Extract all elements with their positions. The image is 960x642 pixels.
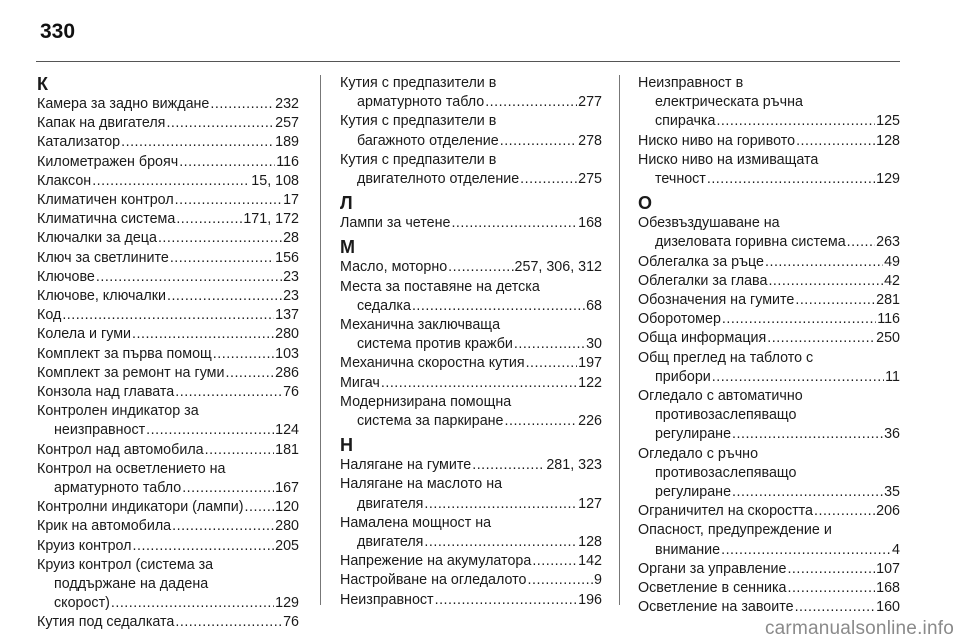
- index-page-ref: 127: [578, 495, 602, 512]
- index-entry-text: арматурното табло: [54, 480, 182, 497]
- dot-leader: [210, 95, 274, 114]
- index-page-ref: 49: [884, 253, 900, 270]
- index-entry-text: Километражен брояч: [37, 153, 179, 170]
- index-entry-text: Обезвъздушаване на: [638, 215, 780, 232]
- index-entry-text: Кутия под седалката: [37, 614, 175, 631]
- index-entry-text: Модернизирана помощна: [340, 393, 512, 410]
- dot-leader: [412, 297, 585, 316]
- index-entry-text: система против кражби: [357, 336, 513, 353]
- index-entry: [37, 172, 299, 191]
- index-entry: [37, 345, 299, 364]
- dot-leader: [795, 291, 875, 310]
- index-page-ref: 226: [578, 413, 602, 430]
- index-entry-text: двигателното отделение: [357, 171, 520, 188]
- index-entry: [638, 291, 900, 310]
- index-entry-text: Контрол на осветлението на: [37, 460, 226, 477]
- dot-leader: [767, 329, 875, 348]
- index-entry-text: Комплект за първа помощ: [37, 345, 212, 362]
- dot-leader: [732, 483, 883, 502]
- index-entry-text: Капак на двигателя: [37, 115, 166, 132]
- index-entry-text: Осветление на завоите: [638, 599, 794, 616]
- index-page-ref: 275: [578, 171, 602, 188]
- dot-leader: [92, 172, 250, 191]
- index-entry-text: Мигач: [340, 374, 380, 391]
- index-page-ref: 281: [876, 292, 900, 309]
- index-page-ref: 28: [283, 230, 299, 247]
- index-entry-text: седалка: [357, 297, 411, 314]
- dot-leader: [765, 253, 883, 272]
- dot-leader: [245, 498, 275, 517]
- index-page-ref: 280: [275, 518, 299, 535]
- index-entry-text: Оборотомер: [638, 311, 721, 328]
- dot-leader: [170, 249, 274, 268]
- dot-leader: [205, 441, 275, 460]
- index-entry: [340, 393, 602, 431]
- index-page-ref: 11: [885, 368, 900, 385]
- dot-leader: [172, 517, 274, 536]
- index-page-ref: 103: [275, 345, 299, 362]
- index-page-ref: 125: [876, 113, 900, 130]
- dot-leader: [451, 214, 577, 233]
- dot-leader: [175, 613, 282, 632]
- index-entry-text: Климатична система: [37, 211, 176, 228]
- index-entry-text: багажното отделение: [357, 132, 499, 149]
- index-page-ref: 167: [275, 480, 299, 497]
- index-page-ref: 129: [275, 595, 299, 612]
- index-entry-text: противозаслепяващо: [655, 464, 797, 481]
- index-entry: [37, 441, 299, 460]
- index-entry: [340, 112, 602, 150]
- dot-leader: [787, 579, 875, 598]
- index-letter-heading: О: [638, 193, 653, 214]
- index-entry: [37, 498, 299, 517]
- index-page-ref: 30: [586, 336, 602, 353]
- index-entry-text: Масло, моторно: [340, 259, 448, 276]
- dot-leader: [472, 456, 545, 475]
- index-entry: [37, 537, 299, 556]
- index-entry-text: Ниско ниво на измиващата: [638, 151, 819, 168]
- index-page-ref: 286: [275, 364, 299, 381]
- index-entry-text: регулиране: [655, 426, 732, 443]
- index-entry-text: Механична скоростна кутия: [340, 355, 525, 372]
- index-page-ref: 76: [283, 384, 299, 401]
- dot-leader: [226, 364, 275, 383]
- dot-leader: [175, 383, 282, 402]
- index-entry: [37, 460, 299, 498]
- dot-leader: [526, 354, 578, 373]
- index-entry: [638, 349, 900, 387]
- watermark: carmanualsonline.info: [764, 618, 954, 639]
- dot-leader: [121, 133, 274, 152]
- index-entry-text: Конзола над главата: [37, 384, 175, 401]
- dot-leader: [732, 425, 883, 444]
- index-column-1: [37, 74, 299, 633]
- dot-leader: [721, 541, 891, 560]
- index-entry-text: Ниско ниво на горивото: [638, 132, 796, 149]
- index-entry: [37, 517, 299, 536]
- index-entry: [340, 258, 602, 277]
- dot-leader: [179, 153, 275, 172]
- index-column-3: [638, 74, 900, 617]
- index-page-ref: 4: [892, 541, 900, 558]
- dot-leader: [176, 210, 242, 229]
- index-entry: [340, 456, 602, 475]
- index-entry-text: двигателя: [357, 495, 424, 512]
- index-page-ref: 36: [884, 426, 900, 443]
- page-number: 330: [40, 20, 76, 43]
- index-entry: [638, 74, 900, 132]
- index-entry-text: Кутия с предпазители в: [340, 151, 497, 168]
- index-entry-text: двигателя: [357, 534, 424, 551]
- index-entry: [638, 253, 900, 272]
- dot-leader: [96, 268, 282, 287]
- index-column-2: [340, 74, 602, 610]
- index-entry: [638, 329, 900, 348]
- index-entry: [37, 191, 299, 210]
- index-page-ref: 280: [275, 326, 299, 343]
- column-divider: [619, 75, 620, 605]
- index-entry: [638, 560, 900, 579]
- index-page-ref: 122: [578, 374, 602, 391]
- dot-leader: [532, 552, 577, 571]
- index-entry-text: Колела и гуми: [37, 326, 132, 343]
- index-page-ref: 142: [578, 553, 602, 570]
- index-page-ref: 278: [578, 132, 602, 149]
- index-page-ref: 250: [876, 330, 900, 347]
- index-entry-text: Круиз контрол (система за: [37, 556, 214, 573]
- index-entry: [638, 521, 900, 559]
- index-entry: [340, 475, 602, 513]
- index-page-ref: 189: [275, 134, 299, 151]
- index-entry-text: Камера за задно виждане: [37, 96, 210, 112]
- index-entry: [340, 514, 602, 552]
- index-entry-text: Налягане на маслото на: [340, 476, 503, 493]
- index-entry: [37, 364, 299, 383]
- dot-leader: [62, 306, 274, 325]
- index-entry-text: регулиране: [655, 484, 732, 501]
- dot-leader: [716, 112, 875, 131]
- index-entry-text: Налягане на гумите: [340, 457, 472, 474]
- dot-leader: [424, 495, 577, 514]
- index-entry: [638, 214, 900, 252]
- index-entry: [37, 287, 299, 306]
- index-entry-text: Неизправност: [340, 591, 434, 608]
- dot-leader: [528, 571, 594, 590]
- dot-leader: [448, 258, 513, 277]
- index-entry: [638, 272, 900, 291]
- index-entry: [37, 229, 299, 248]
- dot-leader: [787, 560, 875, 579]
- index-entry-text: Механична заключваща: [340, 317, 501, 334]
- index-entry: [340, 552, 602, 571]
- index-entry-text: Крик на автомобила: [37, 518, 172, 535]
- index-entry-text: Круиз контрол: [37, 537, 132, 554]
- dot-leader: [712, 368, 884, 387]
- index-letter-heading: К: [37, 74, 48, 94]
- index-page-ref: 281, 323: [546, 457, 602, 474]
- index-entry-text: Осветление в сенника: [638, 580, 787, 597]
- index-entry: [37, 268, 299, 287]
- index-page-ref: 181: [275, 441, 299, 458]
- index-page-ref: 128: [876, 132, 900, 149]
- index-letter-heading: М: [340, 237, 355, 258]
- index-letter-heading: Н: [340, 435, 353, 456]
- index-page-ref: 257: [275, 115, 299, 132]
- index-entry-text: Органи за управление: [638, 560, 787, 577]
- index-entry-text: Код: [37, 307, 62, 324]
- dot-leader: [133, 537, 275, 556]
- dot-leader: [768, 272, 883, 291]
- dot-leader: [435, 591, 578, 610]
- index-entry-text: Общ преглед на таблото с: [638, 349, 814, 366]
- index-page-ref: 156: [275, 249, 299, 266]
- index-entry-text: Комплект за ремонт на гуми: [37, 364, 225, 381]
- dot-leader: [132, 325, 274, 344]
- index-entry: [37, 402, 299, 440]
- index-entry-text: скорост): [54, 595, 110, 612]
- dot-leader: [814, 502, 875, 521]
- dot-leader: [158, 229, 282, 248]
- index-entry: [340, 571, 602, 590]
- index-entry-text: Огледало с ръчно: [638, 445, 759, 462]
- dot-leader: [707, 170, 875, 189]
- dot-leader: [520, 170, 577, 189]
- index-entry-text: Катализатор: [37, 134, 121, 151]
- dot-leader: [213, 345, 274, 364]
- index-entry: [37, 325, 299, 344]
- index-page-ref: 124: [275, 422, 299, 439]
- index-entry-text: спирачка: [655, 113, 716, 130]
- dot-leader: [175, 191, 282, 210]
- index-entry: [37, 306, 299, 325]
- index-page-ref: 205: [275, 537, 299, 554]
- index-entry-text: Настройване на огледалото: [340, 572, 527, 589]
- index-entry-text: Огледало с автоматично: [638, 388, 803, 405]
- index-page-ref: 128: [578, 534, 602, 551]
- index-page-ref: 9: [594, 572, 602, 589]
- dot-leader: [166, 114, 274, 133]
- dot-leader: [796, 132, 875, 151]
- index-page-ref: 17: [283, 192, 299, 209]
- index-entry-text: дизеловата горивна система: [655, 234, 846, 251]
- dot-leader: [722, 310, 876, 329]
- index-entry: [37, 95, 299, 114]
- index-entry-text: електрическата ръчна: [655, 94, 803, 111]
- index-entry-text: Обща информация: [638, 330, 767, 347]
- index-entry-text: Кутия с предпазители в: [340, 113, 497, 130]
- dot-leader: [847, 233, 875, 252]
- index-entry: [638, 132, 900, 151]
- dot-leader: [167, 287, 282, 306]
- index-page-ref: 257, 306, 312: [514, 259, 602, 276]
- index-page-ref: 107: [876, 560, 900, 577]
- index-entry: [638, 387, 900, 445]
- index-entry: [340, 316, 602, 354]
- index-entry-text: Контролни индикатори (лампи): [37, 499, 244, 516]
- dot-leader: [514, 335, 585, 354]
- index-entry-text: Ключове: [37, 268, 95, 285]
- index-page-ref: 15, 108: [251, 172, 299, 189]
- index-entry-text: Облегалка за ръце: [638, 253, 764, 270]
- index-entry-text: Контрол над автомобила: [37, 441, 204, 458]
- index-page-ref: 160: [876, 599, 900, 616]
- index-entry-text: течност: [655, 171, 706, 188]
- index-entry: [638, 310, 900, 329]
- dot-leader: [111, 594, 274, 613]
- index-entry-text: Ключалки за деца: [37, 230, 157, 247]
- header-rule: [36, 61, 900, 62]
- index-page-ref: 116: [276, 153, 299, 170]
- dot-leader: [505, 412, 578, 431]
- index-entry-text: противозаслепяващо: [655, 407, 797, 424]
- dot-leader: [424, 533, 577, 552]
- dot-leader: [182, 479, 274, 498]
- dot-leader: [795, 598, 876, 617]
- index-page-ref: 137: [275, 307, 299, 324]
- index-entry-text: внимание: [655, 541, 721, 558]
- index-entry-text: Контролен индикатор за: [37, 403, 199, 420]
- index-entry-text: Намалена мощност на: [340, 514, 492, 531]
- index-entry: [638, 502, 900, 521]
- index-page-ref: 168: [876, 580, 900, 597]
- index-entry: [37, 249, 299, 268]
- index-entry: [340, 214, 602, 233]
- index-entry-text: Опасност, предупреждение и: [638, 522, 832, 539]
- index-entry-text: система за паркиране: [357, 413, 504, 430]
- index-entry: [37, 153, 299, 172]
- index-entry-text: Ключ за светлините: [37, 249, 169, 266]
- index-page-ref: 35: [884, 484, 900, 501]
- index-letter-heading: Л: [340, 193, 353, 214]
- index-entry: [638, 445, 900, 503]
- index-page-ref: 277: [578, 94, 602, 111]
- index-entry: [37, 383, 299, 402]
- index-entry-text: Кутия с предпазители в: [340, 75, 497, 91]
- index-entry: [37, 114, 299, 133]
- index-entry: [638, 598, 900, 617]
- index-page-ref: 120: [275, 499, 299, 516]
- index-entry-text: Облегалки за глава: [638, 272, 768, 289]
- dot-leader: [485, 93, 577, 112]
- index-page-ref: 76: [283, 614, 299, 631]
- index-page-ref: 68: [586, 297, 602, 314]
- index-entry: [638, 151, 900, 189]
- index-page-ref: 197: [578, 355, 602, 372]
- index-entry: [638, 579, 900, 598]
- index-page-ref: 206: [876, 503, 900, 520]
- column-divider: [320, 75, 321, 605]
- index-entry-text: Климатичен контрол: [37, 192, 174, 209]
- index-page-ref: 116: [877, 311, 900, 328]
- index-entry-text: Напрежение на акумулатора: [340, 553, 532, 570]
- index-entry-text: Клаксон: [37, 172, 92, 189]
- index-entry: [37, 133, 299, 152]
- index-entry-text: Места за поставяне на детска: [340, 278, 540, 295]
- index-entry-text: поддържане на дадена: [54, 576, 209, 593]
- dot-leader: [381, 374, 577, 393]
- dot-leader: [500, 132, 577, 151]
- index-page-ref: 196: [578, 591, 602, 608]
- index-page-ref: 42: [884, 272, 900, 289]
- index-entry-text: Обозначения на гумите: [638, 292, 795, 309]
- index-entry-text: Ключове, ключалки: [37, 288, 166, 305]
- dot-leader: [146, 421, 274, 440]
- index-entry: [340, 354, 602, 373]
- index-entry: [37, 556, 299, 614]
- index-page-ref: 171, 172: [243, 211, 299, 228]
- index-page-ref: 23: [283, 268, 299, 285]
- index-entry: [340, 74, 602, 112]
- index-entry: [340, 151, 602, 189]
- index-entry-text: Ограничител на скоростта: [638, 503, 814, 520]
- index-entry: [37, 210, 299, 229]
- index-entry-text: арматурното табло: [357, 94, 485, 111]
- index-entry-text: прибори: [655, 368, 711, 385]
- index-page-ref: 168: [578, 215, 602, 232]
- index-entry: [340, 278, 602, 316]
- index-page-ref: 129: [876, 171, 900, 188]
- index-entry-text: Лампи за четене: [340, 215, 451, 232]
- index-entry: [340, 374, 602, 393]
- index-page-ref: 263: [876, 234, 900, 251]
- index-entry-text: Неизправност в: [638, 75, 744, 91]
- index-page-ref: 232: [275, 96, 299, 112]
- index-entry: [340, 591, 602, 610]
- index-entry-text: неизправност: [54, 422, 146, 439]
- index-entry: [37, 613, 299, 632]
- index-page-ref: 23: [283, 288, 299, 305]
